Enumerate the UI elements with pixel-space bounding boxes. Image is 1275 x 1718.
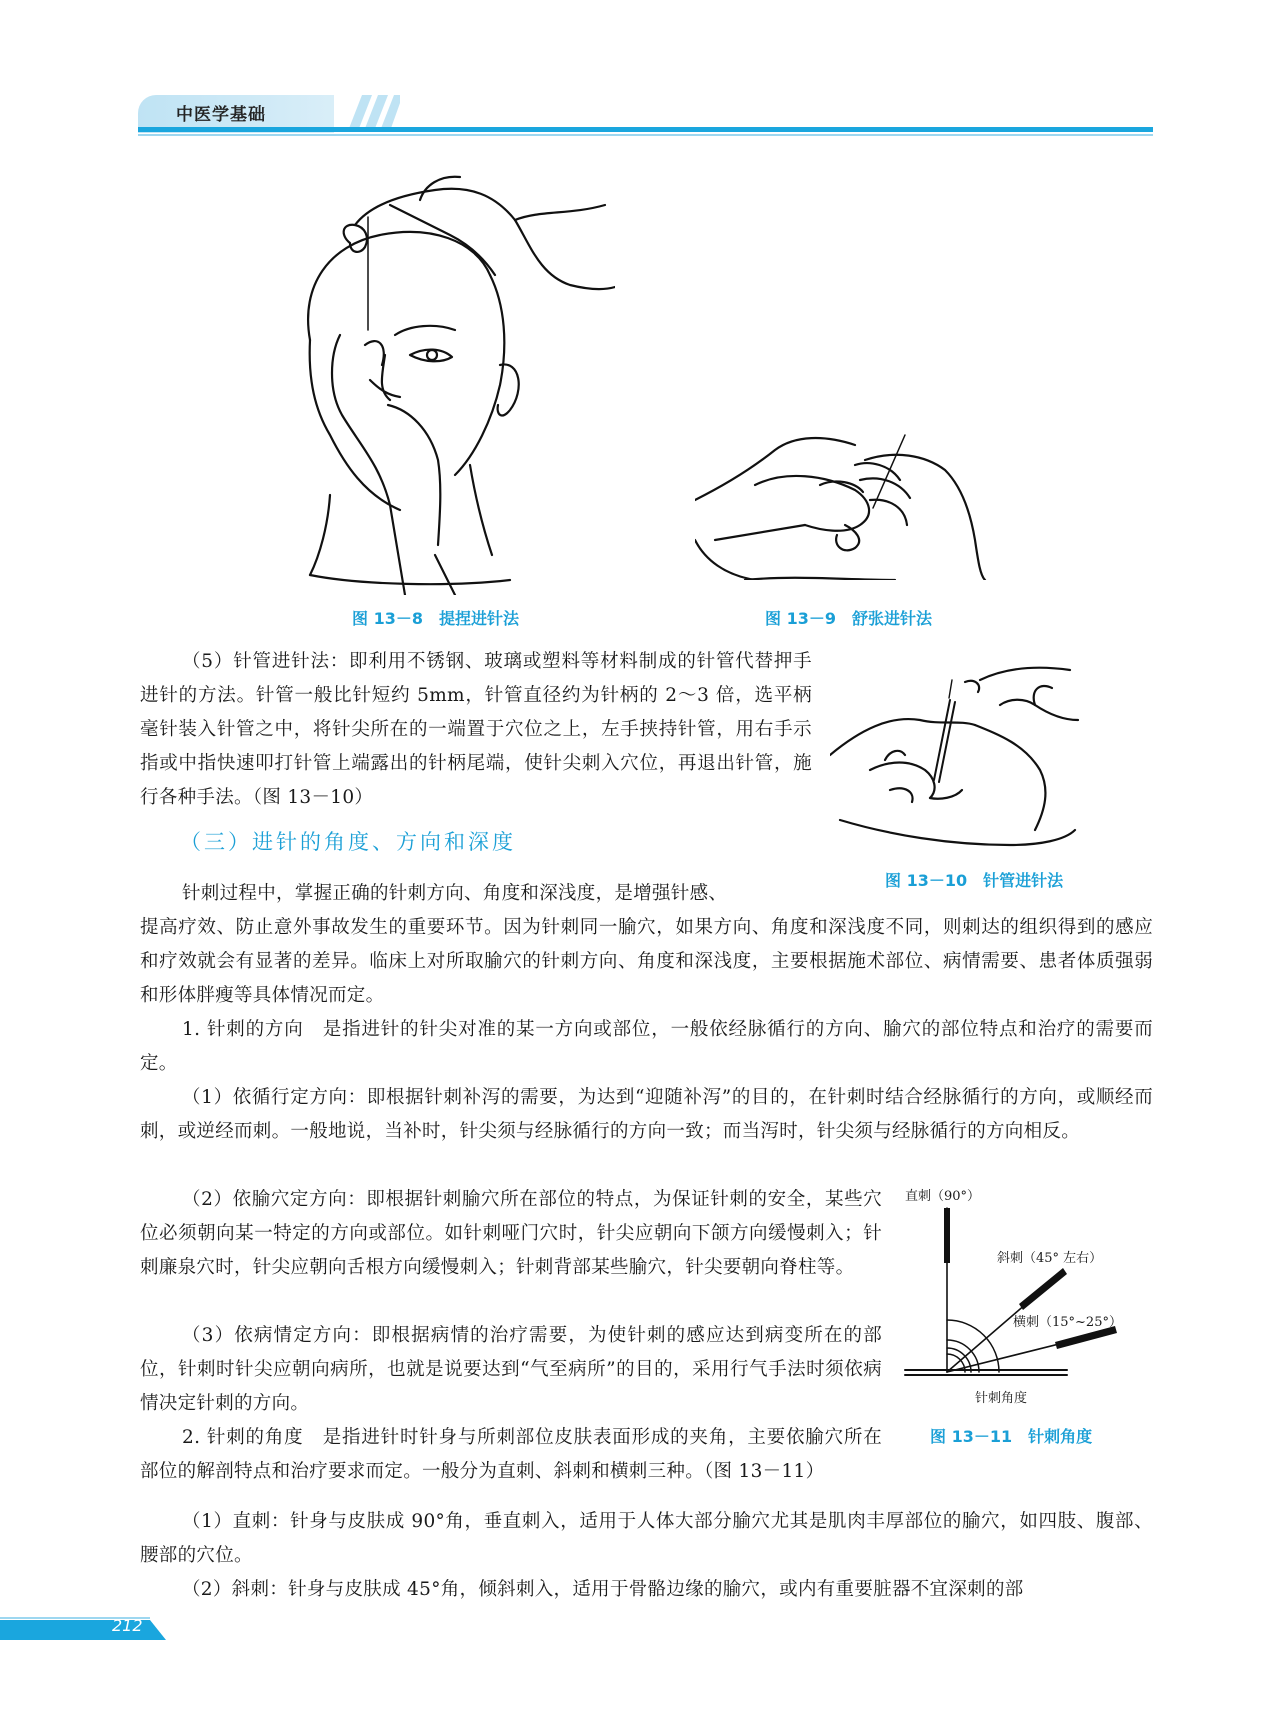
paragraph-angle-oblique: （2）斜刺：针身与皮肤成 45°角，倾斜刺入，适用于骨骼边缘的腧穴，或内有重要脏器不宜深刺的部 (182, 1579, 1024, 1600)
figure-13-10-illustration (830, 660, 1080, 855)
figure-13-8-illustration (270, 165, 615, 595)
paragraph-tube-insertion: （5）针管进针法：即利用不锈钢、玻璃或塑料等材料制成的针管代替押手进针的方法。针管一般比针短约 5mm，针管直径约为针柄的 2～3 倍，选平柄毫针装入针管之中，将针尖所在的一端置于穴位之上，左手挟持针管，用右手示指或中指快速叩打针管上端露出的针柄尾端，使针尖刺入穴位，再退出针管，施行各种手法。（图 13－10） (140, 651, 812, 808)
paragraph-direction-meridian: （1）依循行定方向：即根据针刺补泻的需要，为达到“迎随补泻”的目的，在针刺时结合经脉循行的方向，或顺经而刺，或逆经而刺。一般地说，当补时，针尖须与经脉循行的方向一致；而当泻时，针尖须与经脉循行的方向相反。 (140, 1087, 1153, 1142)
header-rule (138, 127, 1153, 132)
paragraph-needling-angle: 2. 针刺的角度 是指进针时针身与所刺部位皮肤表面形成的夹角，主要依腧穴所在部位的解剖特点和治疗要求而定。一般分为直刺、斜刺和横刺三种。（图 13－11） (140, 1427, 882, 1482)
footer-page-tab (0, 1617, 170, 1643)
paragraph-direction-disease: （3）依病情定方向：即根据病情的治疗需要，为使针刺的感应达到病变所在的部位，针刺时针尖应朝向病所，也就是说要达到“气至病所”的目的，采用行气手法时须依病情决定针刺的方向。 (140, 1325, 882, 1414)
figure-13-11-diagram (895, 1180, 1140, 1410)
paragraph-intro: 提高疗效、防止意外事故发生的重要环节。因为针刺同一腧穴，如果方向、角度和深浅度不同，则刺达的组织得到的感应和疗效就会有显著的差异。临床上对所取腧穴的针刺方向、角度和深浅度，主要根据施术部位、病情需要、患者体质强弱和形体胖瘦等具体情况而定。 (140, 917, 1153, 1006)
label-oblique: 斜刺（45° 左右） (997, 1251, 1103, 1266)
paragraph-angle-vertical: （1）直刺：针身与皮肤成 90°角，垂直刺入，适用于人体大部分腧穴尤其是肌肉丰厚部位的腧穴，如四肢、腹部、腰部的穴位。 (140, 1511, 1153, 1566)
figure-13-9-illustration (695, 430, 1005, 580)
label-transverse: 横刺（15°~25°） (1013, 1315, 1122, 1330)
figure-13-9-caption: 图 13－9 舒张进针法 (765, 609, 932, 628)
figure-13-8-caption: 图 13－8 提捏进针法 (352, 609, 519, 628)
section-heading: （三）进针的角度、方向和深度 (180, 830, 516, 854)
page-number: 212 (112, 1616, 143, 1635)
paragraph-direction-acupoint: （2）依腧穴定方向：即根据针刺腧穴所在部位的特点，为保证针刺的安全，某些穴位必须朝向某一特定的方向或部位。如针刺哑门穴时，针尖应朝向下颌方向缓慢刺入；针刺廉泉穴时，针尖应朝向舌根方向缓慢刺入；针刺背部某些腧穴，针尖要朝向脊柱等。 (140, 1189, 882, 1278)
label-bottom: 针刺角度 (975, 1391, 1028, 1406)
running-header-title: 中医学基础 (176, 105, 266, 125)
header-rule-thin (138, 134, 1153, 136)
figure-13-10-caption: 图 13－10 针管进针法 (885, 871, 1064, 890)
paragraph-needling-direction: 1. 针刺的方向 是指进针的针尖对准的某一方向或部位，一般依经脉循行的方向、腧穴的部位特点和治疗的需要而定。 (140, 1019, 1153, 1074)
figure-13-11-caption: 图 13－11 针刺角度 (930, 1427, 1093, 1446)
paragraph-intro-first-line: 针刺过程中，掌握正确的针刺方向、角度和深浅度，是增强针感、 (182, 883, 728, 904)
label-vertical: 直刺（90°） (905, 1189, 981, 1204)
